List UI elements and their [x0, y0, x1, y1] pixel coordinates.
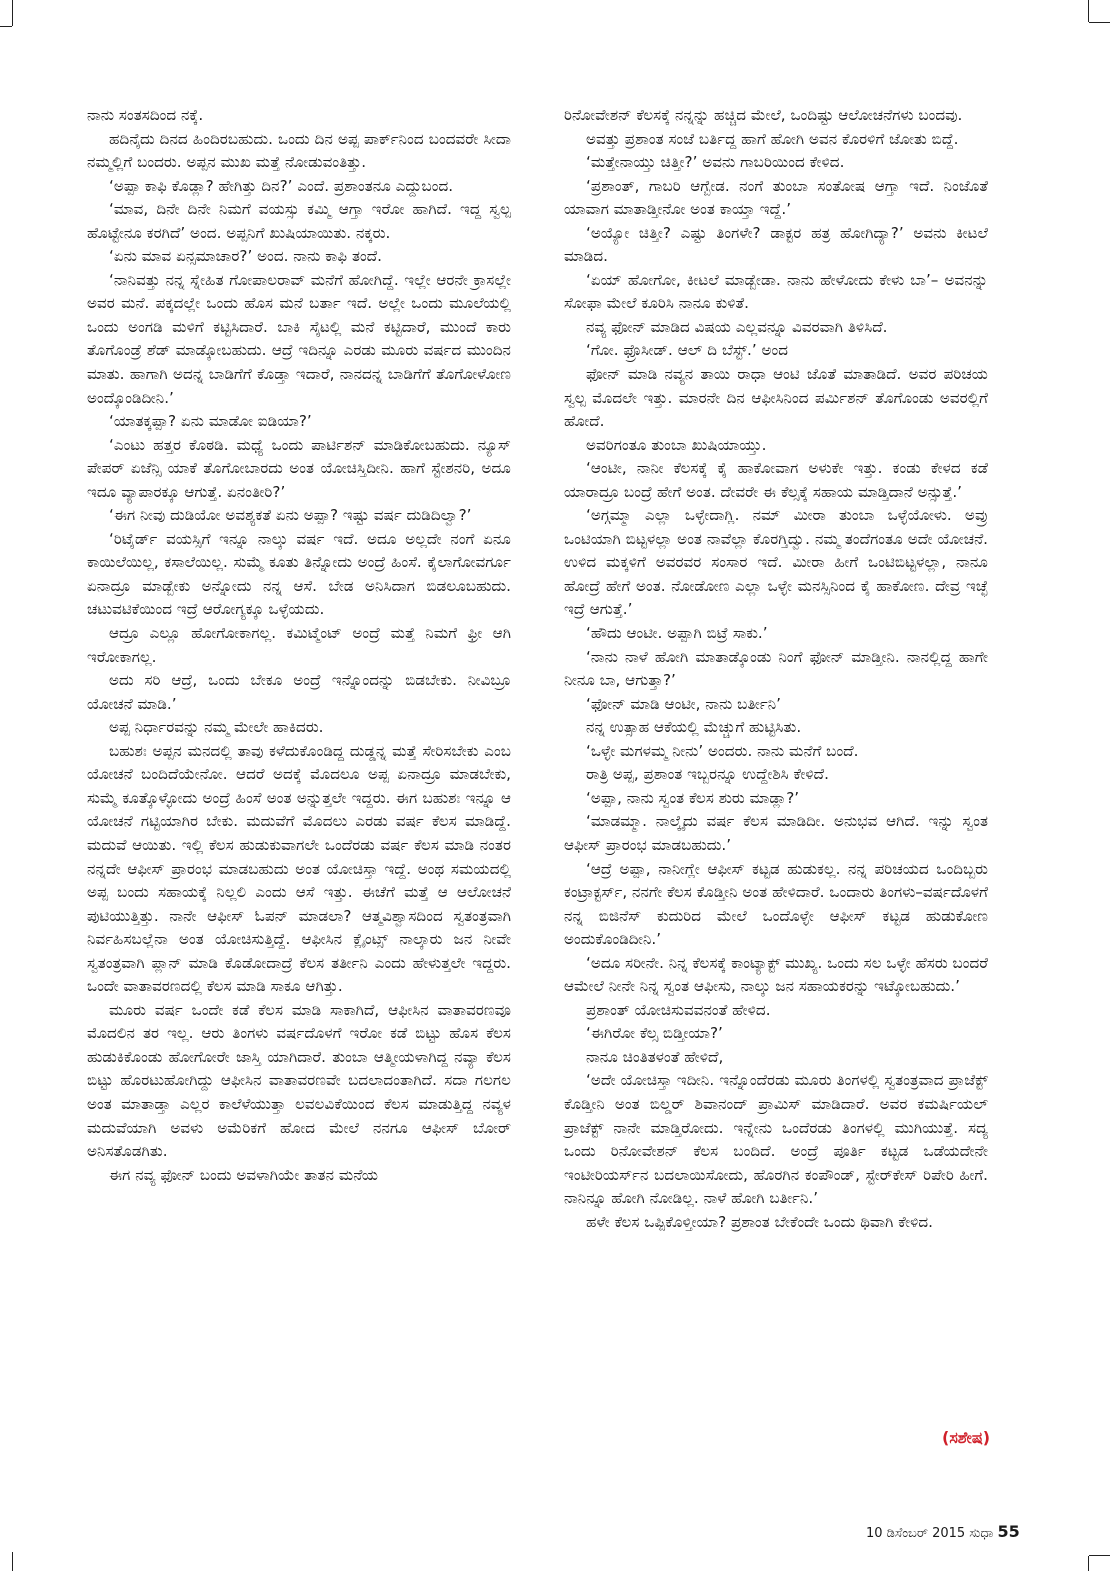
paragraph: ‘ಅದೂ ಸರೀನೇ. ನಿನ್ನ ಕೆಲಸಕ್ಕೆ ಕಾಂಟ್ಯಾಕ್ಟ್ ಮುಖ್ಯ. ಒಂದು ಸಲ ಒಳ್ಳೇ ಹೆಸರು ಬಂದರೆ ಆಮೇಲೆ ನೀನೇ ನಿನ್ನ ಸ್ವಂತ ಆಫೀಸು, ನಾಲ್ಕು ಜನ ಸಹಾಯಕರನ್ನು ಇಟ್ಕೋಬಹುದು.’	[564, 953, 988, 996]
paragraph: ‘ಪ್ರಶಾಂತ್, ಗಾಬರಿ ಆಗ್ಬೇಡ. ನಂಗೆ ತುಂಬಾ ಸಂತೋಷ ಆಗ್ತಾ ಇದೆ. ನಿಂಜೊತೆ ಯಾವಾಗ ಮಾತಾಡ್ತೀನೋ ಅಂತ ಕಾಯ್ತಾ ಇದ್ದೆ.’	[564, 176, 988, 219]
crop-mark	[1089, 1555, 1110, 1556]
page-number: 55	[997, 1522, 1020, 1541]
paragraph: ಮೂರು ವರ್ಷ ಒಂದೇ ಕಡೆ ಕೆಲಸ ಮಾಡಿ ಸಾಕಾಗಿದೆ, ಆಫೀಸಿನ ವಾತಾವರಣವೂ ಮೊದಲಿನ ತರ ಇಲ್ಲ. ಆರು ತಿಂಗಳು ವರ್ಷದೊಳಗೆ ಇರೋ ಕಡೆ ಬಿಟ್ಟು ಹೊಸ ಕೆಲಸ ಹುಡುಕಿಕೊಂಡು ಹೋಗೋರೇ ಜಾಸ್ತಿ ಯಾಗಿದಾರೆ. ತುಂಬಾ ಆತ್ಮೀಯಳಾಗಿದ್ದ ನವ್ಯಾ ಕೆಲಸ ಬಿಟ್ಟು ಹೊರಟುಹೋಗಿದ್ದು ಆಫೀಸಿನ ವಾತಾವರಣವೇ ಬದಲಾದಂತಾಗಿದೆ. ಸದಾ ಗಲಗಲ ಅಂತ ಮಾತಾಡ್ತಾ ಎಲ್ಲರ ಕಾಲೆಳೆಯುತ್ತಾ ಲವಲವಿಕೆಯಿಂದ ಕೆಲಸ ಮಾಡುತ್ತಿದ್ದ ನವ್ಯಳ ಮದುವೆಯಾಗಿ ಅವಳು ಅಮೆರಿಕಗೆ ಹೋದ ಮೇಲೆ ನನಗೂ ಆಫೀಸ್ ಬೋರ್ ಅನಿಸತೊಡಗಿತು.	[87, 1000, 511, 1161]
paragraph: ‘ಹೌದು ಆಂಟೀ. ಅಪ್ಪಾಗಿ ಬಿಟ್ರೆ ಸಾಕು.’	[586, 624, 768, 643]
paragraph: ನನ್ನ ಉತ್ಸಾಹ ಆಕೆಯಲ್ಲಿ ಮೆಚ್ಚುಗೆ ಹುಟ್ಟಿಸಿತು.	[586, 718, 802, 737]
left-column	[87, 104, 511, 1187]
crop-mark	[1088, 1556, 1089, 1571]
paragraph: ಅಪ್ಪ ನಿರ್ಧಾರವನ್ನು ನಮ್ಮ ಮೇಲೇ ಹಾಕಿದರು.	[109, 718, 324, 737]
paragraph: ನಾನು ಸಂತಸದಿಂದ ನಕ್ಕೆ.	[87, 106, 204, 124]
paragraph: ‘ಮಾಡಮ್ಮಾ. ನಾಲ್ಕೈದು ವರ್ಷ ಕೆಲಸ ಮಾಡಿದೀ. ಅನುಭವ ಆಗಿದೆ. ಇನ್ನು ಸ್ವಂತ ಆಫೀಸ್ ಪ್ರಾರಂಭ ಮಾಡಬಹುದು.’	[564, 812, 988, 854]
paragraph: ‘ಈಗಿರೋ ಕೆಲ್ಸ ಬಿಡ್ತೀಯಾ?’	[586, 1024, 723, 1043]
paragraph: ಅದು ಸರಿ ಆದ್ರೆ, ಒಂದು ಬೇಕೂ ಅಂದ್ರೆ ಇನ್ನೊಂದನ್ನು ಬಿಡಬೇಕು. ನೀವಿಬ್ರೂ ಯೋಚನೆ ಮಾಡಿ.’	[87, 671, 511, 713]
paragraph: ‘ಈಗ ನೀವು ದುಡಿಯೋ ಅವಶ್ಯಕತೆ ಏನು ಅಪ್ಪಾ? ಇಷ್ಟು ವರ್ಷ ದುಡಿದಿಲ್ವಾ?’	[109, 506, 472, 525]
paragraph: ‘ಯಾತಕ್ಕಪ್ಪಾ? ಏನು ಮಾಡೋ ಐಡಿಯಾ?’	[109, 412, 312, 431]
paragraph: ‘ಅದೇ ಯೋಚಿಸ್ತಾ ಇದೀನಿ. ಇನ್ನೊಂದೆರಡು ಮೂರು ತಿಂಗಳಲ್ಲಿ ಸ್ವತಂತ್ರವಾದ ಪ್ರಾಜೆಕ್ಟ್ ಕೊಡ್ತೀನಿ ಅಂತ ಬಿಲ್ಡರ್ ಶಿವಾನಂದ್ ಪ್ರಾಮಿಸ್ ಮಾಡಿದಾರೆ. ಅವರ ಕಮರ್ಷಿಯಲ್ ಪ್ರಾಜೆಕ್ಟ್ ನಾನೇ ಮಾಡ್ತಿರೋದು. ಇನ್ನೇನು ಒಂದೆರಡು ತಿಂಗಳಲ್ಲಿ ಮುಗಿಯುತ್ತೆ. ಸದ್ಯ ಒಂದು ರಿನೋವೇಶನ್ ಕೆಲಸ ಬಂದಿದೆ. ಅಂದ್ರೆ ಪೂರ್ತಿ ಕಟ್ಟಡ ಒಡೆಯದೇನೇ ಇಂಟೀರಿಯರ್ಸ್‌ನ ಬದಲಾಯಿಸೋದು, ಹೊರಗಿನ ಕಂಪೌಂಡ್, ಸ್ಟೇರ್‌ಕೇಸ್ ರಿಪೇರಿ ಹೀಗೆ. ನಾನಿನ್ನೂ ಹೋಗಿ ನೋಡಿಲ್ಲ. ನಾಳೆ ಹೋಗಿ ಬರ್ತೀನಿ.’	[564, 1071, 988, 1208]
crop-mark	[12, 0, 13, 26]
crop-mark	[0, 26, 12, 27]
crop-mark	[1089, 22, 1110, 23]
page-footer	[866, 1522, 1020, 1541]
paragraph: ಬಹುಶಃ ಅಪ್ಪನ ಮನದಲ್ಲಿ ತಾವು ಕಳೆದುಕೊಂಡಿದ್ದ ದುಡ್ಡನ್ನ ಮತ್ತೆ ಸೇರಿಸಬೇಕು ಎಂಬ ಯೋಚನೆ ಬಂದಿದೆಯೇನೋ. ಆದರೆ ಅದಕ್ಕೆ ಮೊದಲೂ ಅಪ್ಪ ಏನಾದ್ರೂ ಮಾಡಬೇಕು, ಸುಮ್ಮೆ ಕೂತ್ಕೊಳ್ಳೋದು ಅಂದ್ರೆ ಹಿಂಸೆ ಅಂತ ಅನ್ನುತ್ತಲೇ ಇದ್ದರು. ಈಗ ಬಹುಶಃ ಇನ್ನೂ ಆ ಯೋಚನೆ ಗಟ್ಟಿಯಾಗಿರ ಬೇಕು. ಮದುವೆಗೆ ಮೊದಲು ಎರಡು ವರ್ಷ ಕೆಲಸ ಮಾಡಿದ್ದೆ. ಮದುವೆ ಆಯಿತು. ಇಲ್ಲಿ ಕೆಲಸ ಹುಡುಕುವಾಗಲೇ ಒಂದೆರಡು ವರ್ಷ ಕೆಲಸ ಮಾಡಿ ನಂತರ ನನ್ನದೇ ಆಫೀಸ್ ಪ್ರಾರಂಭ ಮಾಡಬಹುದು ಅಂತ ಯೋಚಿಸ್ತಾ ಇದ್ದೆ. ಅಂಥ ಸಮಯದಲ್ಲಿ ಅಪ್ಪ ಬಂದು ಸಹಾಯಕ್ಕೆ ನಿಲ್ಲಲಿ ಎಂದು ಆಸೆ ಇತ್ತು. ಈಚೆಗೆ ಮತ್ತೆ ಆ ಆಲೋಚನೆ ಪುಟಿಯುತ್ತಿತ್ತು. ನಾನೇ ಆಫೀಸ್ ಓಪನ್ ಮಾಡಲಾ? ಆತ್ಮವಿಶ್ವಾಸದಿಂದ ಸ್ವತಂತ್ರವಾಗಿ ನಿರ್ವಹಿಸಬಲ್ಲೆನಾ ಅಂತ ಯೋಚಿಸುತ್ತಿದ್ದೆ. ಆಫೀಸಿನ ಕ್ಲೈಂಟ್ಸ್ ನಾಲ್ಕಾರು ಜನ ನೀವೇ ಸ್ವತಂತ್ರವಾಗಿ ಪ್ಲಾನ್ ಮಾಡಿ ಕೊಡೋದಾದ್ರೆ ಕೆಲಸ ತರ್ತೀನಿ ಎಂದು ಹೇಳುತ್ತಲೇ ಇದ್ದರು. ಒಂದೇ ವಾತಾವರಣದಲ್ಲಿ ಕೆಲಸ ಮಾಡಿ ಸಾಕೂ ಆಗಿತ್ತು.	[87, 741, 511, 996]
paragraph: ರಾತ್ರಿ ಅಪ್ಪ, ಪ್ರಶಾಂತ ಇಬ್ಬರನ್ನೂ ಉದ್ದೇಶಿಸಿ ಕೇಳಿದೆ.	[586, 765, 829, 784]
right-column	[564, 104, 988, 1234]
paragraph: ‘ನಾನು ನಾಳೆ ಹೋಗಿ ಮಾತಾಡ್ಕೊಂಡು ನಿಂಗೆ ಫೋನ್ ಮಾಡ್ತೀನಿ. ನಾನಲ್ಲಿದ್ದ ಹಾಗೇ ನೀನೂ ಬಾ, ಆಗುತ್ತಾ?’	[564, 647, 988, 690]
paragraph: ‘ಮಾವ, ದಿನೇ ದಿನೇ ನಿಮಗೆ ವಯಸ್ಸು ಕಮ್ಮಿ ಆಗ್ತಾ ಇರೋ ಹಾಗಿದೆ. ಇದ್ದ ಸ್ವಲ್ಪ ಹೊಟ್ಟೇನೂ ಕರಗಿದೆ’ ಅಂದ. ಅಪ್ಪನಿಗೆ ಖುಷಿಯಾಯಿತು. ನಕ್ಕರು.	[87, 200, 511, 242]
paragraph: ‘ಅಪ್ಪಾ ಕಾಫಿ ಕೊಡ್ಲಾ? ಹೇಗಿತ್ತು ದಿನ?’ ಎಂದೆ. ಪ್ರಶಾಂತನೂ ಎದ್ದುಬಂದ.	[109, 176, 454, 195]
paragraph: ನವ್ಯ ಫೋನ್ ಮಾಡಿದ ವಿಷಯ ಎಲ್ಲವನ್ನೂ ವಿವರವಾಗಿ ತಿಳಿಸಿದೆ.	[586, 317, 888, 336]
paragraph: ‘ಮತ್ತೇನಾಯ್ತು ಚಿತ್ತೀ?’ ಅವನು ಗಾಬರಿಯಿಂದ ಕೇಳಿದ.	[586, 153, 845, 172]
paragraph: ಅವರಿಗಂತೂ ತುಂಬಾ ಖುಷಿಯಾಯ್ತು.	[586, 435, 767, 454]
paragraph: ‘ಅಯ್ಯೋ ಚಿತ್ತೀ? ಎಷ್ಟು ತಿಂಗಳೇ? ಡಾಕ್ಟರ ಹತ್ರ ಹೋಗಿದ್ಯಾ?’ ಅವನು ಕೀಟಲೆ ಮಾಡಿದ.	[564, 223, 988, 266]
paragraph: ‘ಒಳ್ಳೇ ಮಗಳಮ್ಮ ನೀನು’ ಅಂದರು. ನಾನು ಮನೆಗೆ ಬಂದೆ.	[586, 741, 859, 760]
paragraph: ‘ಅಗ್ಗಮ್ಮಾ ಎಲ್ಲಾ ಒಳ್ಳೇದಾಗ್ಲಿ. ನಮ್ ಮೀರಾ ತುಂಬಾ ಒಳ್ಳೆಯೋಳು. ಅವ್ರು ಒಂಟಿಯಾಗಿ ಬಿಟ್ಟಳಲ್ಲಾ ಅಂತ ನಾವೆಲ್ಲಾ ಕೊರಗ್ತಿದ್ವು. ನಮ್ಮ ತಂದೆಗಂತೂ ಅದೇ ಯೋಚನೆ. ಉಳಿದ ಮಕ್ಕಳಿಗೆ ಅವರವರ ಸಂಸಾರ ಇದೆ. ಮೀರಾ ಹೀಗೆ ಒಂಟಿಬಿಟ್ಟಳಲ್ಲಾ, ನಾನೂ ಹೋದ್ರೆ ಹೇಗೆ ಅಂತ. ನೋಡೋಣ ಎಲ್ಲಾ ಒಳ್ಳೇ ಮನಸ್ಸಿನಿಂದ ಕೈ ಹಾಕೋಣ. ದೇವ್ರ ಇಚ್ಛೆ ಇದ್ರೆ ಆಗುತ್ತೆ.’	[564, 506, 988, 619]
paragraph: ‘ಅಪ್ಪಾ, ನಾನು ಸ್ವಂತ ಕೆಲಸ ಶುರು ಮಾಡ್ಲಾ?’	[586, 788, 800, 807]
magazine-name: ಸುಧಾ	[969, 1526, 994, 1541]
paragraph: ರಿನೋವೇಶನ್ ಕೆಲಸಕ್ಕೆ ನನ್ನನ್ನು ಹಚ್ಚಿದ ಮೇಲೆ, ಒಂದಿಷ್ಟು ಆಲೋಚನೆಗಳು ಬಂದವು.	[564, 106, 963, 124]
paragraph: ನಾನೂ ಚಿಂತಿತಳಂತೆ ಹೇಳಿದೆ,	[586, 1047, 724, 1066]
paragraph: ‘ಏಯ್ ಹೋಗೋ, ಕೀಟಲೆ ಮಾಡ್ಬೇಡಾ. ನಾನು ಹೇಳೋದು ಕೇಳು ಬಾ’– ಅವನನ್ನು ಸೋಫಾ ಮೇಲೆ ಕೂರಿಸಿ ನಾನೂ ಕುಳಿತೆ.	[564, 270, 988, 313]
paragraph: ‘ಫೋನ್ ಮಾಡಿ ಆಂಟೀ, ನಾನು ಬರ್ತೀನಿ’	[586, 694, 782, 713]
paragraph: ‘ಎಂಟು ಹತ್ತರ ಕೊಠಡಿ. ಮಧ್ಯೆ ಒಂದು ಪಾರ್ಟಿಶನ್ ಮಾಡಿಕೋಬಹುದು. ನ್ಯೂಸ್ ಪೇಪರ್ ಏಜೆನ್ಸಿ ಯಾಕೆ ತೊಗೋಬಾರದು ಅಂತ ಯೋಚಿಸ್ತಿದೀನಿ. ಹಾಗೆ ಸ್ಟೇಶನರಿ, ಅದೂ ಇದೂ ವ್ಯಾಪಾರಕ್ಕೂ ಆಗುತ್ತೆ. ಏನಂತೀರಿ?’	[87, 435, 511, 501]
paragraph: ‘ಆಂಟೀ, ನಾನೀ ಕೆಲಸಕ್ಕೆ ಕೈ ಹಾಕೋವಾಗ ಅಳುಕೇ ಇತ್ತು. ಕಂಡು ಕೇಳದ ಕಡೆ ಯಾರಾದ್ರೂ ಬಂದ್ರೆ ಹೇಗೆ ಅಂತ. ದೇವರೇ ಈ ಕೆಲ್ಸಕ್ಕೆ ಸಹಾಯ ಮಾಡ್ತಿದಾನೆ ಅನ್ಸುತ್ತೆ.’	[564, 459, 988, 501]
paragraph: ‘ಏನು ಮಾವ ಏನ್ಸಮಾಚಾರ?’ ಅಂದ. ನಾನು ಕಾಫಿ ತಂದೆ.	[109, 247, 382, 266]
paragraph: ‘ಗೋ. ಫ್ರೊಸೀಡ್. ಆಲ್ ದಿ ಬೆಸ್ಟ್.’ ಅಂದ	[586, 341, 789, 360]
paragraph: ಹಳೇ ಕೆಲಸ ಒಪ್ಪಿಕೊಳ್ತೀಯಾ? ಪ್ರಶಾಂತ ಬೇಕೆಂದೇ ಒಂದು ಥಿವಾಗಿ ಕೇಳಿದ.	[586, 1212, 933, 1231]
paragraph: ಈಗ ನವ್ಯ ಫೋನ್ ಬಂದು ಅವಳಾಗಿಯೇ ತಾತನ ಮನೆಯ	[109, 1165, 379, 1184]
paragraph: ಹದಿನೈದು ದಿನದ ಹಿಂದಿರಬಹುದು. ಒಂದು ದಿನ ಅಪ್ಪ ಪಾರ್ಕ್‌ನಿಂದ ಬಂದವರೇ ಸೀದಾ ನಮ್ಮಲ್ಲಿಗೆ ಬಂದರು. ಅಪ್ಪನ ಮುಖ ಮತ್ತೆ ನೋಡುವಂತಿತ್ತು.	[87, 129, 511, 172]
paragraph: ‘ರಿಟೈರ್ಡ್ ವಯಸ್ಸಿಗೆ ಇನ್ನೂ ನಾಲ್ಕು ವರ್ಷ ಇದೆ. ಅದೂ ಅಲ್ಲದೇ ನಂಗೆ ಏನೂ ಕಾಯಿಲೆಯಿಲ್ಲ, ಕಸಾಲೆಯಿಲ್ಲ. ಸುಮ್ಮೆ ಕೂತು ತಿನ್ನೋದು ಅಂದ್ರೆ ಹಿಂಸೆ. ಕೈಲಾಗೋವರ್ಗೂ ಏನಾದ್ರೂ ಮಾಡ್ಬೇಕು ಅನ್ನೋದು ನನ್ನ ಆಸೆ. ಬೇಡ ಅನಿಸಿದಾಗ ಬಿಡಲೂಬಹುದು. ಚಟುವಟಿಕೆಯಿಂದ ಇದ್ರೆ ಆರೋಗ್ಯಕ್ಕೂ ಒಳ್ಳೆಯದು.	[87, 529, 511, 619]
paragraph: ಅವತ್ತು ಪ್ರಶಾಂತ ಸಂಜೆ ಬರ್ತಿದ್ದ ಹಾಗೆ ಹೋಗಿ ಅವನ ಕೊರಳಿಗೆ ಜೋತು ಬಿದ್ದೆ.	[586, 129, 959, 148]
crop-mark	[1088, 0, 1089, 22]
paragraph: ಫೋನ್ ಮಾಡಿ ನವ್ಯನ ತಾಯಿ ರಾಧಾ ಆಂಟಿ ಜೊತೆ ಮಾತಾಡಿದೆ. ಅವರ ಪರಿಚಯ ಸ್ವಲ್ಪ ಮೊದಲೇ ಇತ್ತು. ಮಾರನೇ ದಿನ ಆಫೀಸಿನಿಂದ ಪರ್ಮಿಶನ್ ತೊಗೊಂಡು ಅವರಲ್ಲಿಗೆ ಹೋದೆ.	[564, 365, 988, 431]
paragraph: ‘ನಾನಿವತ್ತು ನನ್ನ ಸ್ನೇಹಿತ ಗೋಪಾಲರಾವ್ ಮನೆಗೆ ಹೋಗಿದ್ದೆ. ಇಲ್ಲೇ ಆರನೇ ಕ್ರಾಸಲ್ಲೇ ಅವರ ಮನೆ. ಪಕ್ಕದಲ್ಲೇ ಒಂದು ಹೊಸ ಮನೆ ಬರ್ತಾ ಇದೆ. ಅಲ್ಲೇ ಒಂದು ಮೂಲೆಯಲ್ಲಿ ಒಂದು ಅಂಗಡಿ ಮಳಿಗೆ ಕಟ್ಟಿಸಿದಾರೆ. ಬಾಕಿ ಸೈಟಲ್ಲಿ ಮನೆ ಕಟ್ಟಿದಾರೆ, ಮುಂದೆ ಕಾರು ತೊಗೊಂಡ್ರೆ ಶೆಡ್ ಮಾಡ್ಕೋಬಹುದು. ಆದ್ರೆ ಇದಿನ್ನೂ ಎರಡು ಮೂರು ವರ್ಷದ ಮುಂದಿನ ಮಾತು. ಹಾಗಾಗಿ ಅದನ್ನ ಬಾಡಿಗೆಗೆ ಕೊಡ್ತಾ ಇದಾರೆ, ನಾನದನ್ನ ಬಾಡಿಗೆಗೆ ತೊಗೋಳೋಣ ಅಂದ್ಕೊಂಡಿದೀನಿ.’	[87, 270, 511, 407]
paragraph: ಪ್ರಶಾಂತ್ ಯೋಚಿಸುವವನಂತೆ ಹೇಳಿದ.	[586, 1000, 771, 1019]
paragraph: ‘ಆದ್ರೆ ಅಪ್ಪಾ, ನಾನೀಗ್ಲೇ ಆಫೀಸ್ ಕಟ್ಟಡ ಹುಡುಕಲ್ಲ. ನನ್ನ ಪರಿಚಯದ ಒಂದಿಬ್ಬರು ಕಂಟ್ರಾಕ್ಟರ್ಸ್, ನನಗೇ ಕೆಲಸ ಕೊಡ್ತೀನಿ ಅಂತ ಹೇಳಿದಾರೆ. ಒಂದಾರು ತಿಂಗಳು–ವರ್ಷದೊಳಗೆ ನನ್ನ ಬಿಜಿನೆಸ್ ಕುದುರಿದ ಮೇಲೆ ಒಂದೊಳ್ಳೇ ಆಫೀಸ್ ಕಟ್ಟಡ ಹುಡುಕೋಣ ಅಂದುಕೊಂಡಿದೀನಿ.’	[564, 859, 988, 949]
continued-label: (ಸಶೇಷ)	[942, 1428, 991, 1447]
paragraph: ಆದ್ರೂ ಎಲ್ಲೂ ಹೋಗೋಕಾಗಲ್ಲ. ಕಮಿಟ್ಮೆಂಟ್ ಅಂದ್ರೆ ಮತ್ತೆ ನಿಮಗೆ ಫ್ರೀ ಆಗಿ ಇರೋಕಾಗಲ್ಲ.	[87, 624, 511, 666]
issue-date: 10 ಡಿಸೆಂಬರ್ 2015	[866, 1526, 966, 1541]
crop-mark	[12, 1552, 13, 1571]
